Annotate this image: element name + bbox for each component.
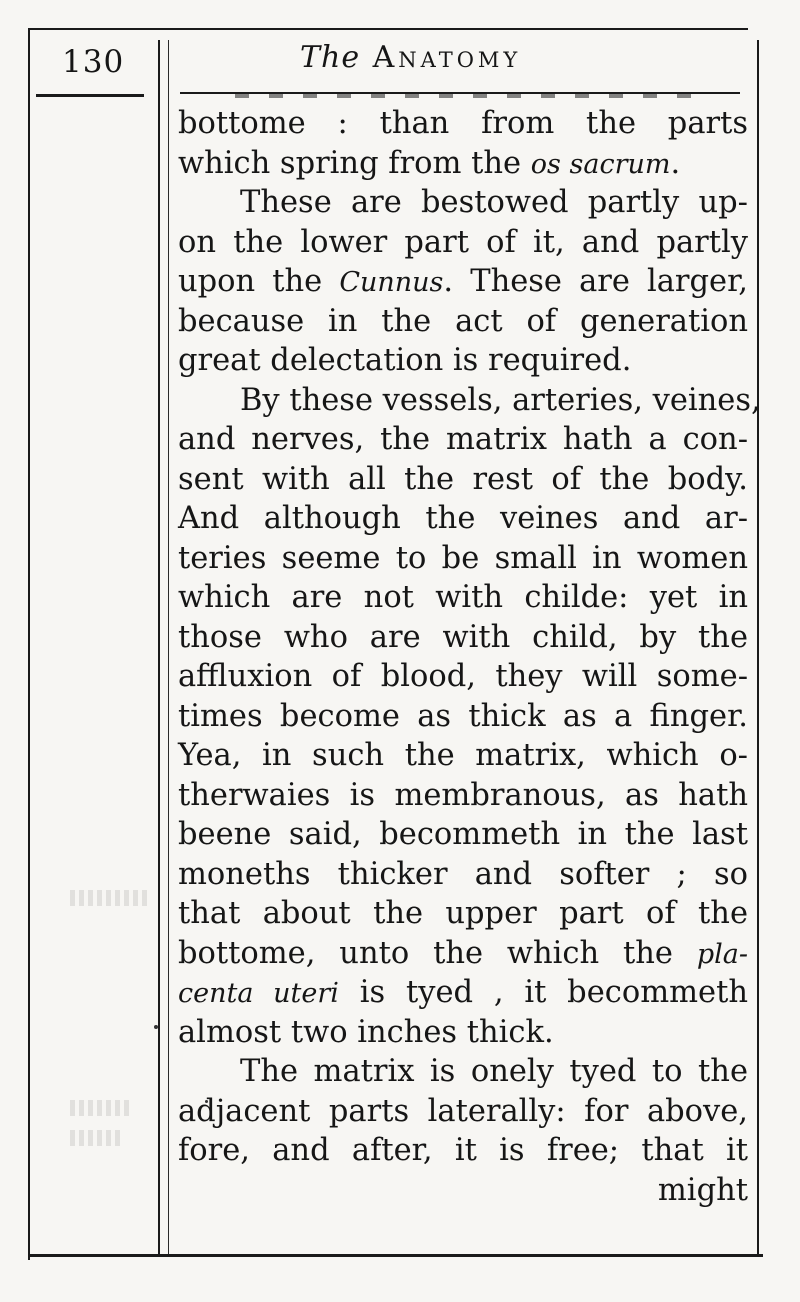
text-line	[178, 776, 748, 816]
italic-term: os sacrum	[530, 148, 671, 180]
running-head-title: Anatomy	[372, 40, 522, 75]
catchword	[178, 1171, 748, 1211]
text-span: because in the act of generation	[178, 303, 748, 339]
running-head-article: The	[300, 40, 361, 75]
text-line	[178, 1013, 748, 1053]
text-line	[178, 618, 748, 658]
text-line	[178, 341, 748, 381]
text-line	[178, 460, 748, 500]
text-line	[178, 697, 748, 737]
text-span: These are bestowed partly up-	[240, 185, 748, 220]
text-span: great delectation is required.	[178, 343, 632, 378]
text-line	[178, 183, 748, 223]
text-line	[178, 381, 761, 421]
text-line	[178, 1131, 748, 1171]
text-span: teries seeme to be small in women	[178, 540, 748, 576]
text-span: on the lower part of it, and partly	[178, 224, 748, 260]
show-through-marks	[70, 890, 150, 906]
text-span: beene said, becommeth in the last	[178, 817, 748, 852]
text-span: . These are larger,	[443, 264, 748, 299]
text-line	[178, 578, 748, 618]
text-span: bottome, unto the which the	[178, 935, 697, 971]
text-span: sent with all the rest of the body.	[178, 461, 748, 497]
text-span: almost two inches thick.	[178, 1014, 554, 1050]
body-text	[178, 104, 761, 1210]
text-span: fore, and after, it is free; that it	[178, 1133, 748, 1168]
text-line	[178, 934, 748, 974]
text-span: moneths thicker and softer ; so	[178, 856, 748, 892]
margin-column-rule-inner	[168, 40, 169, 1254]
page-number: 130	[62, 44, 125, 80]
text-line	[178, 144, 748, 184]
text-line	[178, 499, 748, 539]
text-line	[178, 894, 748, 934]
text-span: adjacent parts laterally: for above,	[178, 1093, 748, 1129]
text-span: affluxion of blood, they will some-	[178, 659, 748, 694]
show-through-marks	[70, 1130, 120, 1146]
text-line	[178, 1092, 748, 1132]
text-span: Yea, in such the matrix, which o-	[178, 738, 748, 773]
text-line	[178, 223, 748, 263]
text-line	[178, 736, 748, 776]
text-line	[178, 657, 748, 697]
text-line	[178, 973, 748, 1013]
text-line	[178, 104, 748, 144]
text-span: might	[657, 1172, 748, 1208]
running-head	[300, 40, 630, 75]
text-span: is tyed , it becommeth	[338, 975, 748, 1010]
page-number-box-rule	[36, 94, 144, 97]
text-line	[178, 262, 748, 302]
margin-column-rule	[158, 40, 160, 1254]
text-span: bottome : than from the parts	[178, 106, 748, 141]
text-span: that about the upper part of the	[178, 896, 748, 931]
frame-left-rule	[28, 28, 30, 1260]
frame-right-rule	[757, 40, 759, 1256]
text-span: which are not with childe: yet in	[178, 580, 748, 615]
text-span: times become as thick as a finger.	[178, 698, 748, 734]
text-line	[178, 855, 748, 895]
text-span: therwaies is membranous, as hath	[178, 777, 748, 813]
text-line	[178, 420, 748, 460]
italic-term: centa uteri	[178, 978, 339, 1009]
text-span: And although the veines and ar-	[178, 501, 748, 536]
text-line	[178, 539, 748, 579]
text-line	[178, 302, 748, 342]
text-line	[178, 815, 748, 855]
frame-bottom-rule	[28, 1254, 763, 1257]
frame-top-rule	[28, 28, 748, 30]
text-span: which spring from the	[178, 145, 531, 181]
text-span: By these vessels, arteries, veines,	[240, 382, 761, 418]
text-line	[178, 1052, 748, 1092]
text-span: those who are with child, by the	[178, 619, 748, 655]
header-rule-ornament	[235, 94, 705, 98]
show-through-marks	[70, 1100, 130, 1116]
text-span: upon the	[178, 264, 340, 299]
text-span: The matrix is onely tyed to the	[240, 1054, 748, 1089]
italic-term: pla-	[696, 938, 748, 970]
text-span: .	[670, 145, 681, 181]
italic-term: Cunnus	[339, 267, 444, 298]
text-span: and nerves, the matrix hath a con-	[178, 422, 748, 457]
ink-speck	[154, 1025, 158, 1029]
